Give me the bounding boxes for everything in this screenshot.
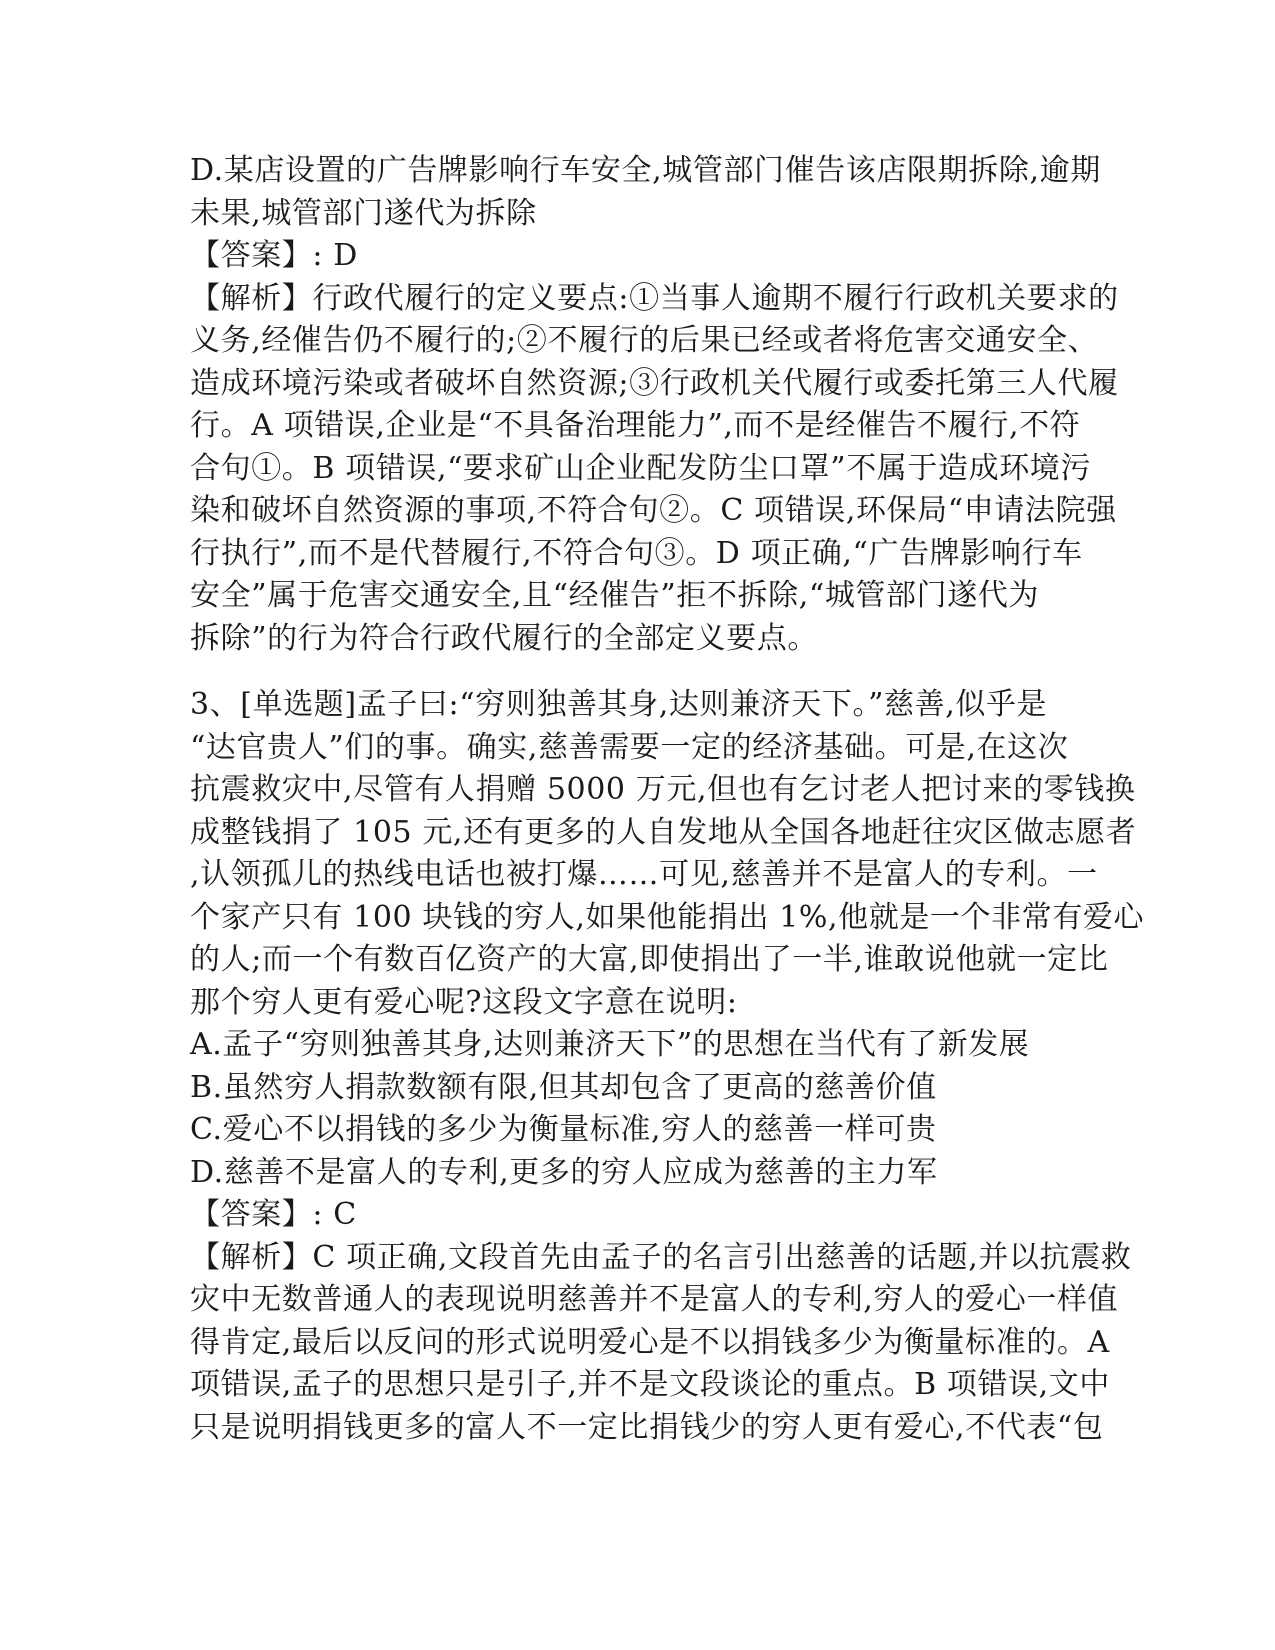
option-b: B.虽然穷人捐款数额有限,但其却包含了更高的慈善价值 bbox=[190, 1069, 937, 1105]
analysis-line: 义务,经催告仍不履行的;②不履行的后果已经或者将危害交通安全、 bbox=[190, 323, 1099, 358]
option-c: C.爱心不以捐钱的多少为衡量标准,穷人的慈善一样可贵 bbox=[190, 1112, 937, 1147]
option-d-line: 未果,城管部门遂代为拆除 bbox=[190, 195, 537, 231]
question-stem-line: 成整钱捐了 105 元,还有更多的人自发地从全国各地赶往灾区做志愿者 bbox=[190, 814, 1137, 850]
analysis-line: 只是说明捐钱更多的富人不一定比捐钱少的穷人更有爱心,不代表“包 bbox=[190, 1409, 1104, 1445]
analysis-line: 拆除”的行为符合行政代履行的全部定义要点。 bbox=[190, 620, 818, 656]
section-gap bbox=[190, 660, 1082, 684]
option-a: A.孟子“穷则独善其身,达则兼济天下”的思想在当代有了新发展 bbox=[190, 1027, 1030, 1062]
question-stem-line: 抗震救灾中,尽管有人捐赠 5000 万元,但也有乞讨老人把讨来的零钱换 bbox=[190, 772, 1136, 807]
analysis-line: 项错误,孟子的思想只是引子,并不是文段谈论的重点。B 项错误,文中 bbox=[190, 1367, 1110, 1402]
analysis-line: 合句①。B 项错误,“要求矿山企业配发防尘口罩”不属于造成环境污 bbox=[190, 450, 1091, 486]
analysis-line: 安全”属于危害交通安全,且“经催告”拒不拆除,“城管部门遂代为 bbox=[190, 578, 1040, 613]
analysis-line: 【解析】行政代履行的定义要点:①当事人逾期不履行行政机关要求的 bbox=[190, 280, 1119, 316]
analysis-line: 灾中无数普通人的表现说明慈善并不是富人的专利,穷人的爱心一样值 bbox=[190, 1282, 1119, 1317]
question-stem-line: 3、[单选题]孟子曰:“穷则独善其身,达则兼济天下。”慈善,似乎是 bbox=[190, 687, 1048, 722]
analysis-line: 行执行”,而不是代替履行,不符合句③。D 项正确,“广告牌影响行车 bbox=[190, 535, 1083, 571]
question-stem-line: 的人;而一个有数百亿资产的大富,即使捐出了一半,谁敢说他就一定比 bbox=[190, 942, 1109, 977]
analysis-line: 造成环境污染或者破坏自然资源;③行政机关代履行或委托第三人代履 bbox=[190, 365, 1119, 401]
analysis-line: 行。A 项错误,企业是“不具备治理能力”,而不是经催告不履行,不符 bbox=[190, 408, 1081, 443]
previous-question-block bbox=[190, 150, 1119, 660]
analysis-line: 染和破坏自然资源的事项,不符合句②。C 项错误,环保局“申请法院强 bbox=[190, 493, 1117, 528]
option-d-line: D.某店设置的广告牌影响行车安全,城管部门催告该店限期拆除,逾期 bbox=[190, 153, 1101, 188]
answer-line: 【答案】: C bbox=[190, 1197, 357, 1232]
document-page bbox=[190, 150, 1145, 1449]
question-stem-line: 个家产只有 100 块钱的穷人,如果他能捐出 1%,他就是一个非常有爱心 bbox=[190, 899, 1145, 935]
analysis-line: 【解析】C 项正确,文段首先由孟子的名言引出慈善的话题,并以抗震救 bbox=[190, 1239, 1132, 1275]
question-stem-line: ,认领孤儿的热线电话也被打爆……可见,慈善并不是富人的专利。一 bbox=[190, 857, 1098, 892]
question-3-block bbox=[190, 684, 1145, 1449]
option-d: D.慈善不是富人的专利,更多的穷人应成为慈善的主力军 bbox=[190, 1154, 938, 1190]
question-stem-line: “达官贵人”们的事。确实,慈善需要一定的经济基础。可是,在这次 bbox=[190, 729, 1069, 765]
answer-line: 【答案】: D bbox=[190, 238, 358, 273]
analysis-line: 得肯定,最后以反问的形式说明爱心是不以捐钱多少为衡量标准的。A bbox=[190, 1324, 1110, 1360]
question-stem-line: 那个穷人更有爱心呢?这段文字意在说明: bbox=[190, 984, 738, 1020]
